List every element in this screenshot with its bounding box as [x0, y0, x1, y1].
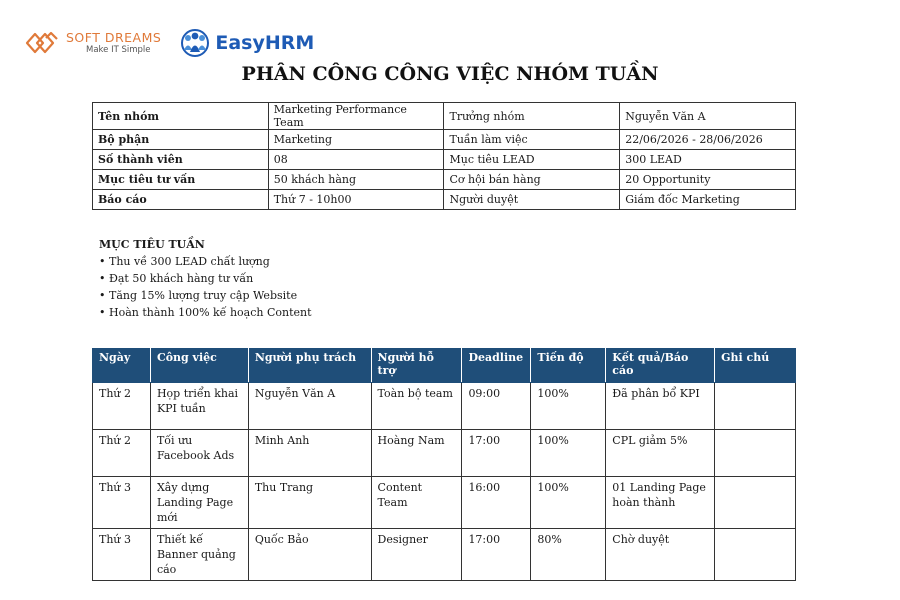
goal-item: • Tăng 15% lượng truy cập Website	[99, 289, 298, 302]
softdreams-logo	[24, 28, 161, 58]
task-cell: 17:00	[462, 430, 531, 477]
task-cell: 100%	[531, 383, 606, 430]
task-column-header: Công việc	[150, 349, 248, 383]
info-row	[93, 103, 796, 130]
task-cell: Chờ duyệt	[606, 529, 715, 581]
info-label: Bộ phận	[93, 130, 269, 150]
info-label: Mục tiêu LEAD	[444, 150, 620, 170]
task-cell: Thứ 3	[93, 529, 151, 581]
info-label: Cơ hội bán hàng	[444, 170, 620, 190]
task-column-header: Ngày	[93, 349, 151, 383]
task-cell: Designer	[371, 529, 462, 581]
info-value: 300 LEAD	[620, 150, 796, 170]
info-row	[93, 150, 796, 170]
task-cell: 01 Landing Page hoàn thành	[606, 477, 715, 529]
task-cell: Thu Trang	[248, 477, 371, 529]
info-value: 50 khách hàng	[268, 170, 444, 190]
task-cell: Xây dựng Landing Page mới	[150, 477, 248, 529]
task-cell: Thứ 2	[93, 383, 151, 430]
task-cell: Thứ 3	[93, 477, 151, 529]
task-cell	[715, 430, 796, 477]
info-row	[93, 130, 796, 150]
task-cell: Họp triển khai KPI tuần	[150, 383, 248, 430]
page-title: PHÂN CÔNG CÔNG VIỆC NHÓM TUẦN	[241, 63, 659, 85]
weekly-goals-title: MỤC TIÊU TUẦN	[99, 238, 205, 251]
info-value: 08	[268, 150, 444, 170]
task-cell: 17:00	[462, 529, 531, 581]
task-cell: Content Team	[371, 477, 462, 529]
task-column-header: Deadline	[462, 349, 531, 383]
task-cell	[715, 383, 796, 430]
info-value: Nguyễn Văn A	[620, 103, 796, 130]
easyhrm-people-icon	[177, 28, 213, 58]
task-cell: Thiết kế Banner quảng cáo	[150, 529, 248, 581]
softdreams-tagline: Make IT Simple	[86, 44, 151, 55]
header-logos	[24, 27, 314, 59]
info-value: Marketing	[268, 130, 444, 150]
easyhrm-name: EasyHRM	[215, 32, 315, 54]
info-row	[93, 170, 796, 190]
task-cell: Tối ưu Facebook Ads	[150, 430, 248, 477]
task-column-header: Người hỗ trợ	[371, 349, 462, 383]
info-label: Tên nhóm	[93, 103, 269, 130]
goal-item: • Hoàn thành 100% kế hoạch Content	[99, 306, 312, 319]
info-label: Trưởng nhóm	[444, 103, 620, 130]
task-column-header: Kết quả/Báo cáo	[606, 349, 715, 383]
info-value: Marketing Performance Team	[268, 103, 444, 130]
task-column-header: Ghi chú	[715, 349, 796, 383]
info-row	[93, 190, 796, 210]
task-cell: 100%	[531, 430, 606, 477]
goal-item: • Thu về 300 LEAD chất lượng	[99, 255, 270, 268]
task-row	[93, 430, 796, 477]
info-label: Báo cáo	[93, 190, 269, 210]
task-cell: CPL giảm 5%	[606, 430, 715, 477]
info-value: Thứ 7 - 10h00	[268, 190, 444, 210]
task-cell: Minh Anh	[248, 430, 371, 477]
easyhrm-logo	[177, 28, 314, 58]
task-cell: Nguyễn Văn A	[248, 383, 371, 430]
task-cell: 09:00	[462, 383, 531, 430]
info-label: Số thành viên	[93, 150, 269, 170]
info-value: Giám đốc Marketing	[620, 190, 796, 210]
task-cell: 100%	[531, 477, 606, 529]
info-value: 22/06/2026 - 28/06/2026	[620, 130, 796, 150]
task-table	[92, 348, 796, 581]
task-column-header: Tiến độ	[531, 349, 606, 383]
task-cell: Thứ 2	[93, 430, 151, 477]
task-cell: Quốc Bảo	[248, 529, 371, 581]
weekly-goals	[99, 236, 312, 321]
goal-item: • Đạt 50 khách hàng tư vấn	[99, 272, 254, 285]
softdreams-name: SOFT DREAMS	[66, 30, 162, 45]
weekly-goals-list	[99, 253, 312, 321]
task-cell: 80%	[531, 529, 606, 581]
task-row	[93, 529, 796, 581]
task-row	[93, 477, 796, 529]
info-value: 20 Opportunity	[620, 170, 796, 190]
task-table-header	[93, 349, 796, 383]
info-label: Tuần làm việc	[444, 130, 620, 150]
info-label: Mục tiêu tư vấn	[93, 170, 269, 190]
team-info-table	[92, 102, 796, 210]
task-row	[93, 383, 796, 430]
task-cell: Đã phân bổ KPI	[606, 383, 715, 430]
softdreams-logo-icon	[24, 28, 62, 58]
task-cell: Hoàng Nam	[371, 430, 462, 477]
info-label: Người duyệt	[444, 190, 620, 210]
task-cell: Toàn bộ team	[371, 383, 462, 430]
task-cell: 16:00	[462, 477, 531, 529]
task-column-header: Người phụ trách	[248, 349, 371, 383]
task-cell	[715, 529, 796, 581]
task-cell	[715, 477, 796, 529]
